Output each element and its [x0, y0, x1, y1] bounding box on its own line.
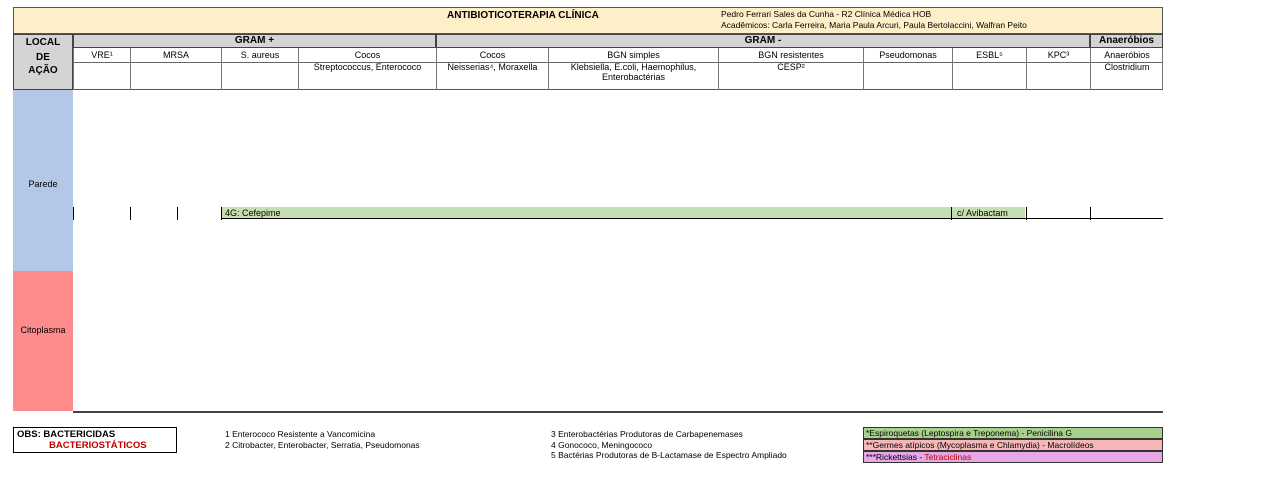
legend-espiroquetas-text: *Espiroquetas (Leptospira e Treponema) - Penicilina G	[866, 428, 1072, 438]
column-mrsa	[130, 48, 221, 90]
legend-rickettsias-text: ***Rickettsias -	[866, 452, 925, 462]
footnote-1: 1 Enterococo Resistente a Vancomicina	[225, 429, 376, 439]
column-bgn-resistentes-header: BGN resistentes	[758, 50, 824, 60]
gram-positive-label: GRAM +	[234, 35, 275, 46]
legend-espiroquetas	[863, 427, 1163, 439]
column-bgn-resistentes	[718, 48, 863, 90]
column-kpc-header: KPC³	[1047, 50, 1070, 60]
legend-germes-text: **Germes atípicos (Mycoplasma e Chlamydia) - Macrolídeos	[866, 440, 1094, 450]
tick-mrsa	[130, 207, 131, 220]
column-vre	[73, 48, 130, 90]
column-cocos-neg-detail: Neisserias⁴, Moraxella	[447, 62, 538, 72]
footnote-4: 4 Gonococo, Meningococo	[551, 439, 653, 450]
page-title: ANTIBIOTICOTERAPIA CLÍNICA	[447, 10, 599, 21]
column-saureus-header: S. aureus	[240, 50, 280, 60]
column-mrsa-header: MRSA	[162, 50, 189, 60]
tick-mrsa-end	[177, 207, 178, 220]
column-bgn-simples-detail: Klebsiella, E.coli, Haemophilus, Enterobactérias	[570, 62, 697, 82]
local-header-cell	[13, 34, 73, 90]
obs-bacteriostatic: BACTERIOSTÁTICOS	[49, 440, 147, 451]
column-anaerobios-header: Anaeróbios	[1104, 50, 1150, 60]
gram-negative-header	[436, 34, 1090, 48]
column-bgn-simples-header: BGN simples	[607, 50, 660, 60]
row-label-citoplasma	[13, 271, 73, 411]
cefepime-bar	[222, 207, 951, 219]
cefepime-baseline	[862, 218, 1163, 219]
legend-rickettsias	[863, 451, 1163, 463]
footnote-5: 5 Bactérias Produtoras de B-Lactamase de Espectro Ampliado	[551, 450, 787, 460]
local-label-line1: LOCAL	[25, 37, 61, 48]
legend-rickettsias-drug: Tetraciclinas	[924, 452, 972, 462]
column-saureus	[221, 48, 298, 90]
column-cocos-neg	[436, 48, 548, 90]
column-cocos-pos-detail: Streptococcus, Enterococo	[313, 62, 422, 72]
column-esbl	[952, 48, 1026, 90]
anaerobios-label: Anaeróbios	[1098, 35, 1154, 46]
citoplasma-text: Citoplasma	[20, 325, 66, 335]
column-cocos-neg-header: Cocos	[479, 50, 506, 60]
column-cocos-pos-header: Cocos	[354, 50, 381, 60]
column-anaerobios	[1090, 48, 1163, 90]
author-credit: Pedro Ferrari Sales da Cunha - R2 Clínica Médica HOB	[721, 9, 932, 19]
table-bottom-border	[73, 411, 1163, 413]
column-header-row	[73, 48, 1163, 90]
obs-bactericidal: OBS: BACTERICIDAS	[17, 429, 116, 440]
column-anaerobios-detail: Clostridium	[1104, 62, 1150, 72]
avibactam-label: c/ Avibactam	[957, 208, 1008, 218]
anaerobios-header	[1090, 34, 1163, 48]
legend-germes	[863, 439, 1163, 451]
column-pseudomonas-header: Pseudomonas	[879, 50, 937, 60]
footnotes-col1	[225, 429, 420, 450]
footnote-2: 2 Citrobacter, Enterobacter, Serratia, Pseudomonas	[225, 439, 420, 450]
parede-text: Parede	[28, 179, 58, 189]
local-label-line2: DE	[36, 52, 50, 63]
gram-negative-label: GRAM -	[744, 35, 782, 46]
tick-vre	[73, 207, 74, 220]
footnotes-col2	[551, 429, 787, 461]
title-bar	[13, 7, 1163, 34]
row-label-parede	[13, 90, 73, 271]
column-cocos-pos	[298, 48, 436, 90]
column-bgn-simples	[548, 48, 718, 90]
obs-box	[13, 427, 177, 453]
cefepime-label: 4G: Cefepime	[225, 208, 281, 218]
local-label-line3: AÇÃO	[28, 65, 58, 76]
column-vre-header: VRE¹	[91, 50, 113, 60]
column-pseudomonas	[863, 48, 952, 90]
column-esbl-header: ESBL⁵	[976, 50, 1003, 60]
footnote-3: 3 Enterobactérias Produtoras de Carbapenemases	[551, 429, 743, 439]
column-kpc	[1026, 48, 1090, 90]
gram-positive-header	[73, 34, 436, 48]
column-bgn-resistentes-detail: CESP²	[777, 62, 805, 72]
academics-credit: Acadêmicos: Carla Ferreira, Maria Paula Arcuri, Paula Bertolaccini, Walfran Peito	[721, 20, 1027, 30]
